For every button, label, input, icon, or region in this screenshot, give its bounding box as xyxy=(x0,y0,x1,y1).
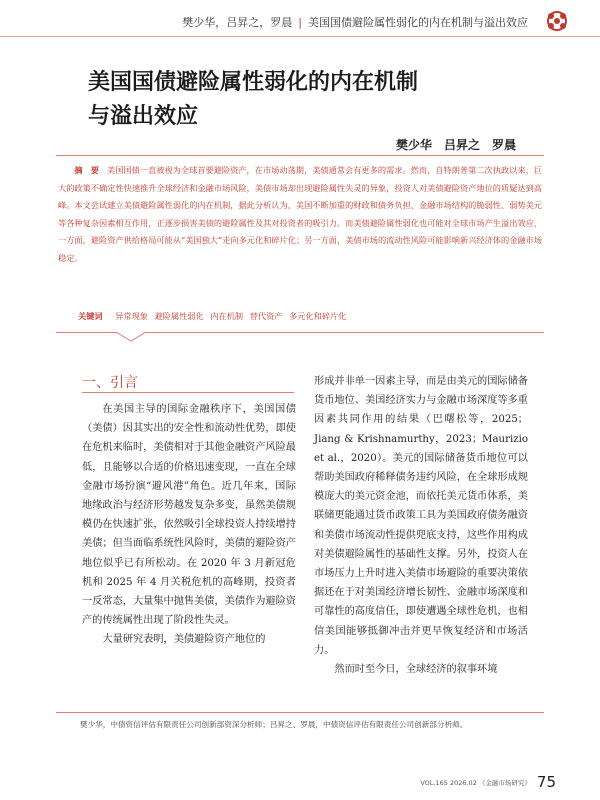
header-authors: 樊少华，吕昇之，罗晨 xyxy=(182,16,293,29)
abstract-text: 美国国债一直被视为全球首要避险资产，在市场动荡期，美债通常会有更多的需求。然而，自特朗普第二次执政以来，巨大的政策不确定性快速推升全球经济和金融市场风险，美债市场却出现避险属性失灵的异象，投资人对美债避险资产地位的质疑达到高峰。本文尝试建立美债避险属性弱化的内在机制，据此分析认为，美国不断加重的财政和债务负担、金融市场结构的脆弱性、弱势美元等各种复杂因素相互作用，正逐步损害美债的避险属性及其对投资者的吸引力。而美债避险属性弱化也可能对全球市场产生溢出效应，一方面，避险资产供给格局可能从“美国独大”走向多元化和碎片化；另一方面，美债市场的流动性风险可能影响新兴经济体的金融市场稳定。 xyxy=(58,165,542,263)
page-footer xyxy=(420,772,556,791)
running-header xyxy=(0,0,600,40)
article-title xyxy=(88,66,548,134)
page-number: 75 xyxy=(536,773,556,791)
keyword: 替代资产 xyxy=(249,311,283,321)
paragraph: 形成并非单一因素主导，而是由美元的国际储备货币地位、美国经济实力与金融市场深度等多重因素共同作用的结果（巴曙松等，2025；Jiang & Krishnamurthy，2023；Maurizio et al.，2020）。美元的国际储备货币地位可以帮助美国政府稀释债务违约风险，在全球形成规模庞大的美元资金池，而依托美元货币体系，美联储更能通过货币政策工具为美国政府债务融资和美债市场流动性提供兜底支持，这些作用构成对美债避险属性的基础性支撑。另外，投资人在市场压力上升时进入美债市场避险的重要决策依据还在于对美国经济增长韧性、金融市场深度和可靠性的高度信任，即使遭遇全球性危机，也相信美国能够抵御冲击并更早恢复经济和市场活力。 xyxy=(314,376,528,656)
journal-logo-icon xyxy=(542,8,572,34)
author-footnote: 樊少华，中债资信评估有限责任公司创新部资深分析师；吕昇之、罗晨，中债资信评估有限责任公司创新部分析师。 xyxy=(80,720,468,729)
section-heading: 一、引言 xyxy=(82,375,138,391)
title-line-1: 美国国债避险属性弱化的内在机制 xyxy=(88,70,419,95)
header-divider xyxy=(0,36,600,37)
paragraph: 大量研究表明，美债避险资产地位的 xyxy=(102,634,266,646)
abstract-frame-notch xyxy=(116,332,146,342)
keywords xyxy=(78,311,538,322)
footnote-divider xyxy=(56,712,544,713)
keyword: 内在机制 xyxy=(210,311,244,321)
article-authors: 樊少华 吕昇之 罗晨 xyxy=(395,138,516,152)
abstract xyxy=(58,162,542,267)
body-column-right xyxy=(314,372,528,679)
title-line-2: 与溢出效应 xyxy=(88,104,199,129)
section-heading-rule xyxy=(82,392,294,393)
abstract-label: 摘 要 xyxy=(74,165,100,175)
journal-volume: VOL.165 2026.02 《金融市场研究》 xyxy=(420,779,531,787)
header-title: 美国国债避险属性弱化的内在机制与溢出效应 xyxy=(308,16,528,29)
body-column-left xyxy=(82,400,296,650)
keyword: 避险属性弱化 xyxy=(154,311,204,321)
keyword: 多元化和碎片化 xyxy=(289,311,347,321)
paragraph: 在美国主导的国际金融秩序下，美国国债（美债）因其实出的安全性和流动性优势，即使在危机来临时，美债相对于其他金融资产风险最低，且能够以合适的价格迅速变现，一直在全球金融市场扮演“避风港”角色。近几年来，国际地缘政治与经济形势越发复杂多变，虽然美债规模仍在快速扩张，依然吸引全球投资人持续增持美债；但当面临系统性风险时，美债的避险资产地位似乎已有所松动。在 2020 年 3 月新冠危机和 2025 年 4 月关税危机的高峰期，投资者一反常态，大量集中抛售美债，美债作为避险资产的传统属性出现了阶段性失灵。 xyxy=(82,404,296,627)
keyword: 异常现象 xyxy=(115,311,148,321)
running-header-text: 樊少华，吕昇之，罗晨 | 美国国债避险属性弱化的内在机制与溢出效应 xyxy=(182,16,528,29)
keywords-label: 关键词 xyxy=(78,311,103,321)
paragraph: 然而时至今日，全球经济的叙事环境 xyxy=(334,664,498,676)
